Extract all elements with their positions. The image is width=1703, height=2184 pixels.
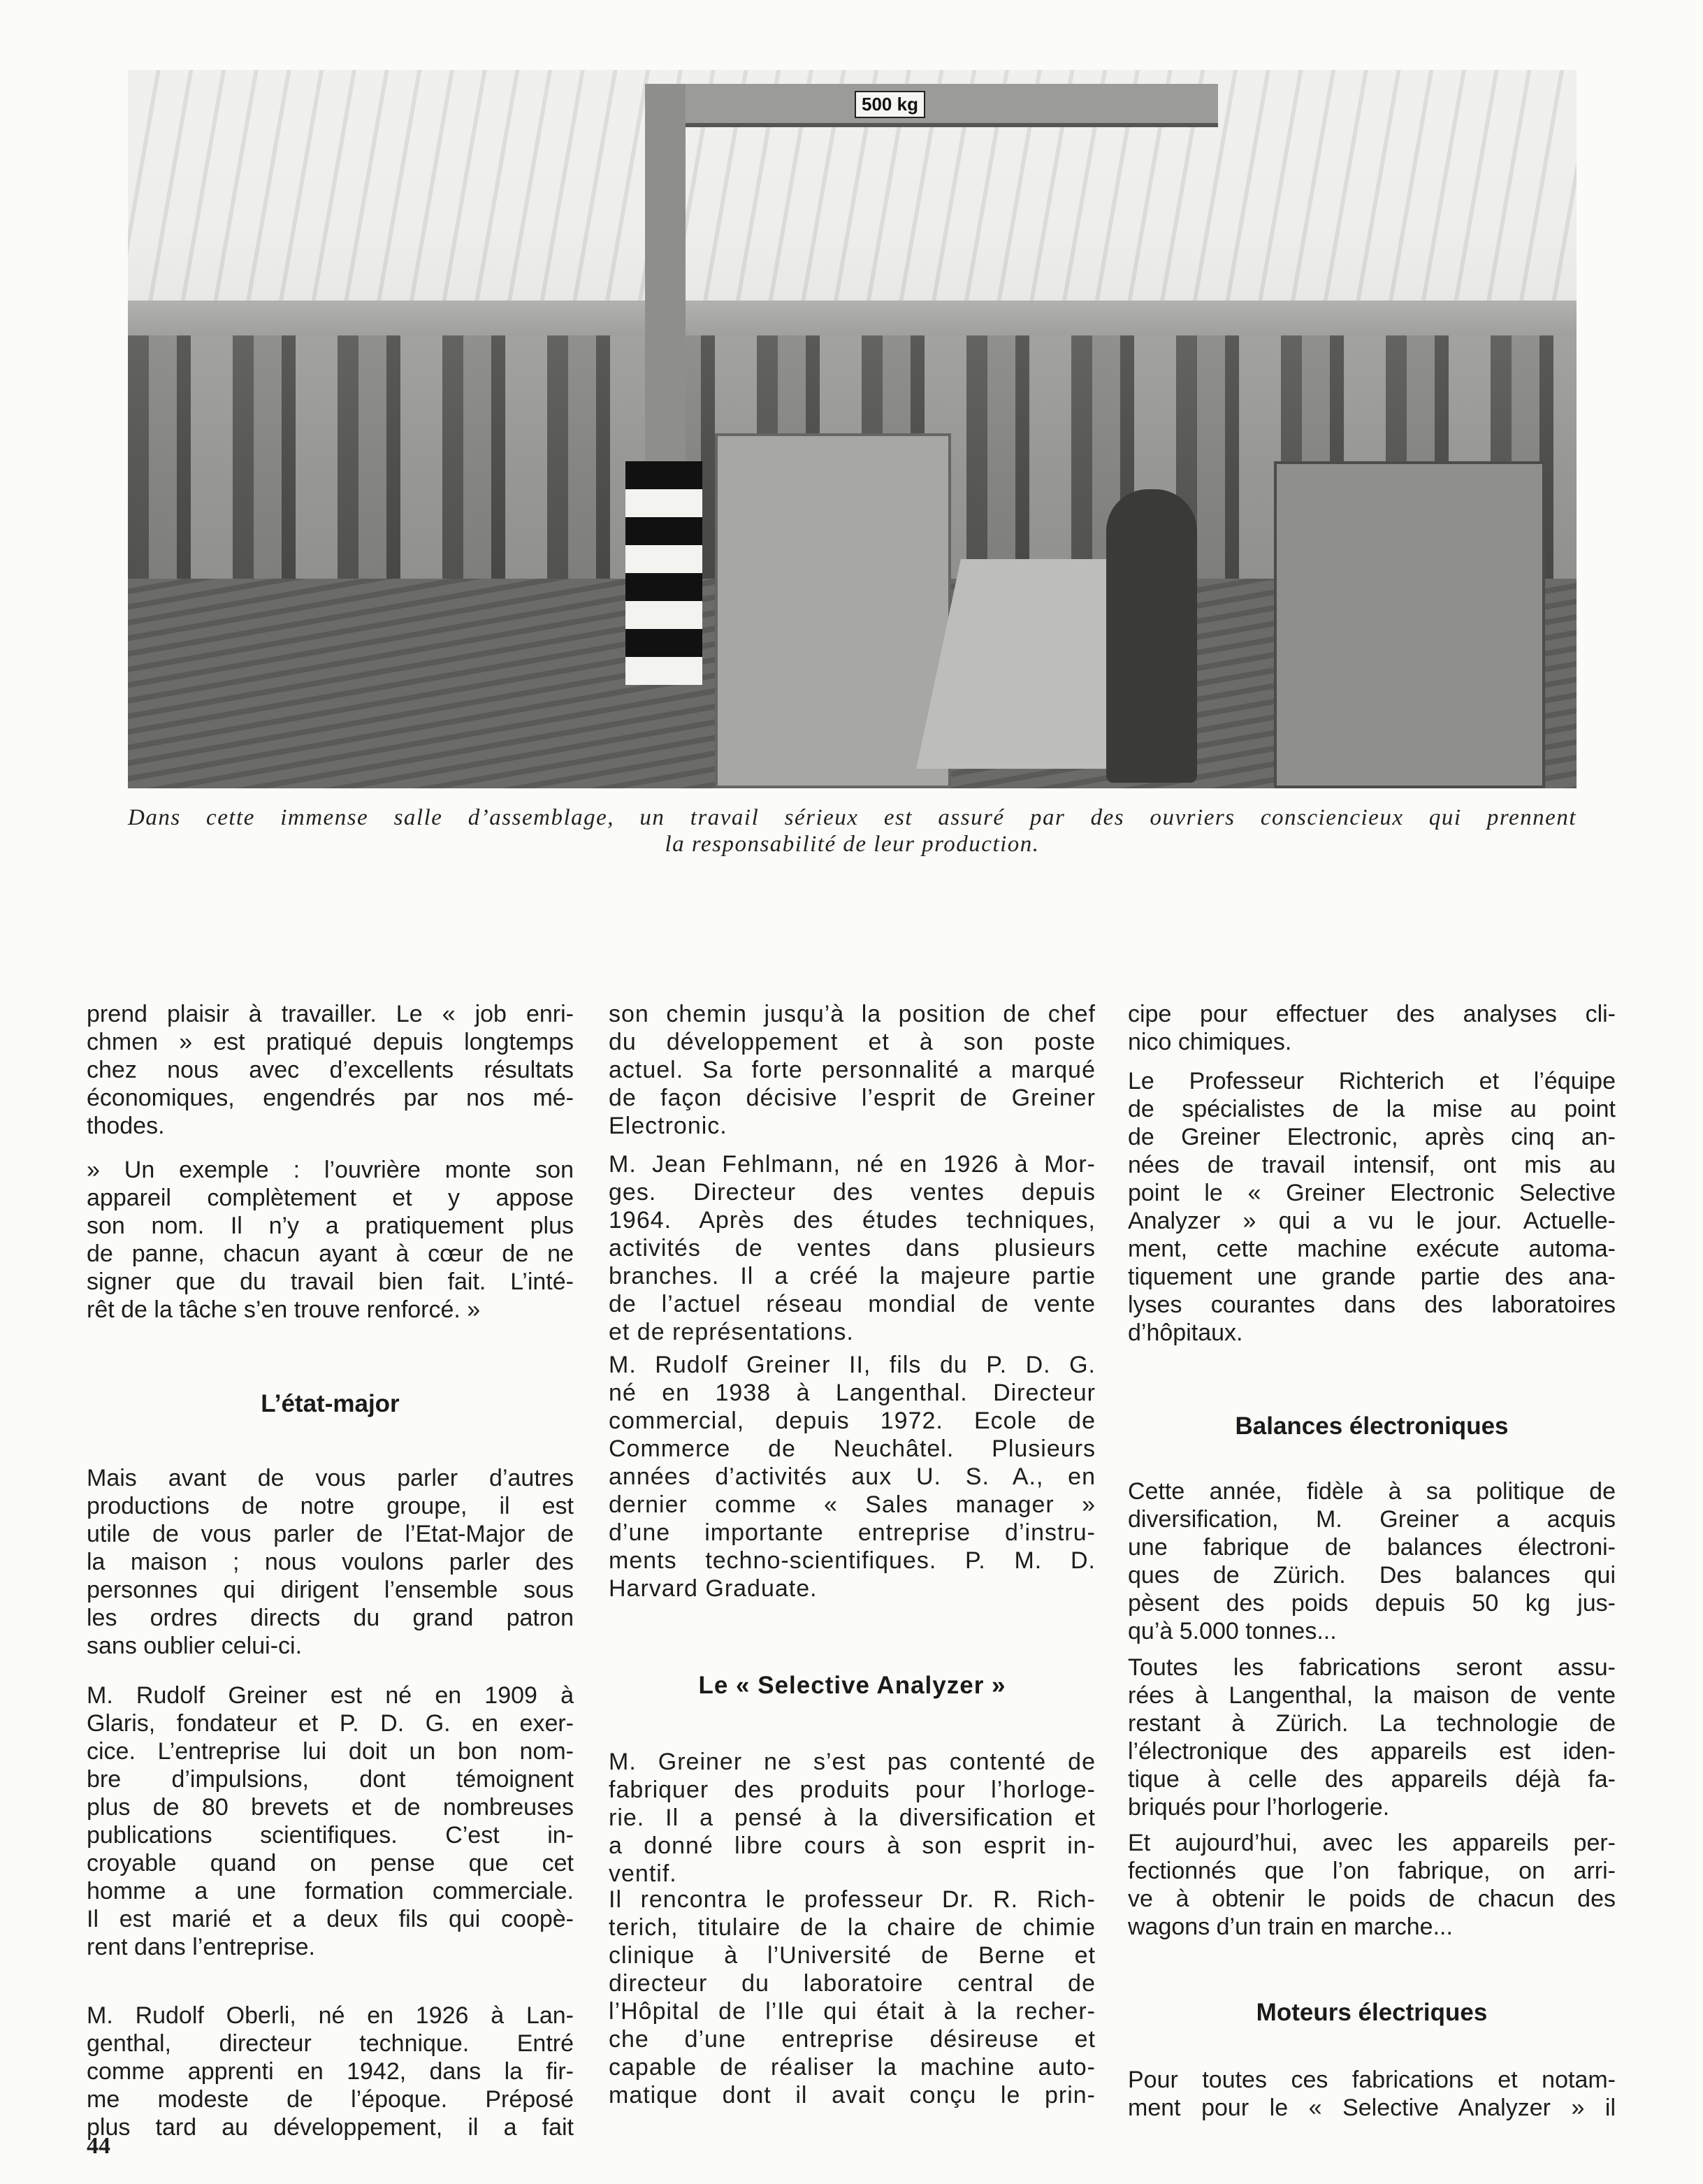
text-line: qu’à 5.000 tonnes... [1128, 1618, 1337, 1644]
text-line: de l’actuel réseau mondial de vente [609, 1291, 1096, 1317]
text-line: économiques, engendrés par nos mé- [87, 1085, 574, 1111]
text-line: rêt de la tâche s’en trouve renforcé. » [87, 1296, 481, 1323]
text-line: les ordres directs du grand patron [87, 1605, 574, 1631]
paragraph [1128, 1477, 1616, 1645]
paragraph [87, 1464, 574, 1660]
text-line: la maison ; nous voulons parler des [87, 1549, 574, 1575]
text-line: utile de vous parler de l’Etat-Major de [87, 1521, 574, 1547]
text-line: rie. Il a pensé à la diversification et [609, 1805, 1096, 1831]
text-line: nées de travail intensif, ont mis au [1128, 1152, 1616, 1178]
text-line: années d’activités aux U. S. A., en [609, 1463, 1096, 1490]
paragraph [87, 2002, 574, 2141]
text-line: Commerce de Neuchâtel. Plusieurs [609, 1435, 1096, 1462]
paragraph [609, 1150, 1096, 1346]
text-line: directeur du laboratoire central de [609, 1970, 1096, 1997]
photo-crane-boom [645, 84, 1218, 127]
text-line: Toutes les fabrications seront assu- [1128, 1654, 1616, 1681]
text-line: clinique à l’Université de Berne et [609, 1942, 1096, 1969]
text-line: » Un exemple : l’ouvrière monte son [87, 1157, 574, 1183]
text-line: a donné libre cours à son esprit in- [609, 1832, 1096, 1859]
text-line: ment pour le « Selective Analyzer » il [1128, 2095, 1616, 2121]
text-line: Le Professeur Richterich et l’équipe [1128, 1068, 1616, 1094]
paragraph [609, 1748, 1096, 1888]
text-line: thodes. [87, 1113, 165, 1139]
photo-striped-column [625, 461, 702, 685]
text-line: de spécialistes de la mise au point [1128, 1096, 1616, 1122]
text-line: cipe pour effectuer des analyses cli- [1128, 1001, 1616, 1027]
text-line: genthal, directeur technique. Entré [87, 2030, 574, 2057]
text-line: de façon décisive l’esprit de Greiner [609, 1085, 1096, 1111]
text-line: diversification, M. Greiner a acquis [1128, 1506, 1616, 1533]
text-line: cice. L’entreprise lui doit un bon nom- [87, 1738, 574, 1765]
paragraph [1128, 1067, 1616, 1347]
text-line: chmen » est pratiqué depuis longtemps [87, 1029, 574, 1055]
text-line: Analyzer » qui a vu le jour. Actuelle- [1128, 1208, 1616, 1234]
text-line: rent dans l’entreprise. [87, 1934, 315, 1960]
text-line: matique dont il avait conçu le prin- [609, 2082, 1096, 2109]
text-line: fabriquer des produits pour l’horloge- [609, 1777, 1096, 1803]
text-line: et de représentations. [609, 1319, 854, 1345]
paragraph [87, 1682, 574, 1961]
page-number: 44 [87, 2133, 110, 2159]
text-line: d’une importante entreprise d’instru- [609, 1519, 1096, 1546]
text-line: son chemin jusqu’à la position de chef [609, 1001, 1096, 1027]
paragraph [609, 1351, 1096, 1603]
text-line: activités de ventes dans plusieurs [609, 1235, 1096, 1261]
text-line: briqués pour l’horlogerie. [1128, 1794, 1390, 1821]
photo-caption-line-2: la responsabilité de leur production. [665, 832, 1040, 857]
photo-cabinet [1274, 461, 1545, 788]
photo-worker [1106, 489, 1197, 783]
text-line: sans oublier celui-ci. [87, 1633, 303, 1659]
text-line: M. Rudolf Greiner est né en 1909 à [87, 1682, 574, 1709]
paragraph [609, 1886, 1096, 2109]
text-line: M. Jean Fehlmann, né en 1926 à Mor- [609, 1151, 1096, 1178]
text-line: capable de réaliser la machine auto- [609, 2054, 1096, 2081]
text-line: Electronic. [609, 1113, 727, 1139]
section-heading: Balances électroniques [1235, 1412, 1509, 1440]
text-line: M. Greiner ne s’est pas contenté de [609, 1749, 1096, 1775]
text-line: Harvard Graduate. [609, 1575, 818, 1602]
text-line: pèsent des poids depuis 50 kg jus- [1128, 1590, 1616, 1617]
text-line: 1964. Après des études techniques, [609, 1207, 1096, 1234]
text-line: M. Rudolf Greiner II, fils du P. D. G. [609, 1352, 1096, 1378]
text-line: publications scientifiques. C’est in- [87, 1822, 574, 1849]
paragraph [1128, 1654, 1616, 1821]
text-line: l’Hôpital de l’Ile qui était à la recher- [609, 1998, 1096, 2025]
text-line: plus de 80 brevets et de nombreuses [87, 1794, 574, 1821]
text-line: croyable quand on pense que cet [87, 1850, 574, 1876]
text-line: du développement et à son poste [609, 1029, 1096, 1055]
text-line: Mais avant de vous parler d’autres [87, 1465, 574, 1491]
text-line: Pour toutes ces fabrications et notam- [1128, 2067, 1616, 2093]
text-line: plus tard au développement, il a fait [87, 2114, 574, 2141]
text-line: fectionnés que l’on fabrique, on arri- [1128, 1858, 1616, 1884]
text-line: branches. Il a créé la majeure partie [609, 1263, 1096, 1289]
text-line: point le « Greiner Electronic Selective [1128, 1180, 1616, 1206]
text-line: rées à Langenthal, la maison de vente [1128, 1682, 1616, 1709]
text-line: ve à obtenir le poids de chacun des [1128, 1886, 1616, 1912]
text-line: commercial, depuis 1972. Ecole de [609, 1408, 1096, 1434]
text-line: dernier comme « Sales manager » [609, 1491, 1096, 1518]
section-heading: Le « Selective Analyzer » [698, 1672, 1006, 1699]
text-line: tiquement une grande partie des ana- [1128, 1264, 1616, 1290]
text-line: Il rencontra le professeur Dr. R. Rich- [609, 1886, 1096, 1913]
text-line: ques de Zürich. Des balances qui [1128, 1562, 1616, 1589]
photo-caption-line-1: Dans cette immense salle d’assemblage, un travail sérieux est assuré par des ouvriers consciencieux qui prennent [128, 805, 1577, 830]
text-line: bre d’impulsions, dont témoignent [87, 1766, 574, 1793]
text-line: Cette année, fidèle à sa politique de [1128, 1478, 1616, 1505]
section-heading: L’état-major [261, 1390, 400, 1417]
paragraph [1128, 1829, 1616, 1941]
text-line: de Greiner Electronic, après cinq an- [1128, 1124, 1616, 1150]
factory-assembly-hall-photo [128, 70, 1577, 788]
text-line: d’hôpitaux. [1128, 1319, 1243, 1346]
text-line: lyses courantes dans des laboratoires [1128, 1292, 1616, 1318]
text-line: chez nous avec d’excellents résultats [87, 1057, 574, 1083]
text-line: l’électronique des appareils est iden- [1128, 1738, 1616, 1765]
text-line: Glaris, fondateur et P. D. G. en exer- [87, 1710, 574, 1737]
photo-milling-machine [715, 433, 951, 788]
text-line: actuel. Sa forte personnalité a marqué [609, 1057, 1096, 1083]
text-line: une fabrique de balances électroni- [1128, 1534, 1616, 1561]
text-line: signer que du travail bien fait. L’inté- [87, 1268, 574, 1295]
paragraph [1128, 1000, 1616, 1056]
text-line: son nom. Il n’y a pratiquement plus [87, 1213, 574, 1239]
text-line: me modeste de l’époque. Préposé [87, 2086, 574, 2113]
text-line: de panne, chacun ayant à cœur de ne [87, 1241, 574, 1267]
paragraph [1128, 2066, 1616, 2122]
photo-crane-label: 500 kg [855, 91, 925, 118]
text-line: né en 1938 à Langenthal. Directeur [609, 1380, 1096, 1406]
text-line: ventif. [609, 1860, 677, 1887]
text-line: Et aujourd’hui, avec les appareils per- [1128, 1830, 1616, 1856]
paragraph [609, 1000, 1096, 1140]
paragraph [87, 1156, 574, 1324]
text-line: ments techno-scientifiques. P. M. D. [609, 1547, 1096, 1574]
text-line: appareil complètement et y appose [87, 1185, 574, 1211]
text-line: tique à celle des appareils déjà fa- [1128, 1766, 1616, 1793]
text-line: wagons d’un train en marche... [1128, 1914, 1453, 1940]
text-line: homme a une formation commerciale. [87, 1878, 574, 1904]
text-line: ges. Directeur des ventes depuis [609, 1179, 1096, 1206]
text-line: Il est marié et a deux fils qui coopè- [87, 1906, 574, 1932]
paragraph [87, 1000, 574, 1140]
text-line: M. Rudolf Oberli, né en 1926 à Lan- [87, 2002, 574, 2029]
text-line: nico chimiques. [1128, 1029, 1292, 1055]
text-line: personnes qui dirigent l’ensemble sous [87, 1577, 574, 1603]
text-line: prend plaisir à travailler. Le « job enri- [87, 1001, 574, 1027]
section-heading: Moteurs électriques [1256, 1999, 1488, 2026]
text-line: terich, titulaire de la chaire de chimie [609, 1914, 1096, 1941]
text-line: productions de notre groupe, il est [87, 1493, 574, 1519]
text-line: ment, cette machine exécute automa- [1128, 1236, 1616, 1262]
text-line: comme apprenti en 1942, dans la fir- [87, 2058, 574, 2085]
text-line: che d’une entreprise désireuse et [609, 2026, 1096, 2053]
text-line: restant à Zürich. La technologie de [1128, 1710, 1616, 1737]
